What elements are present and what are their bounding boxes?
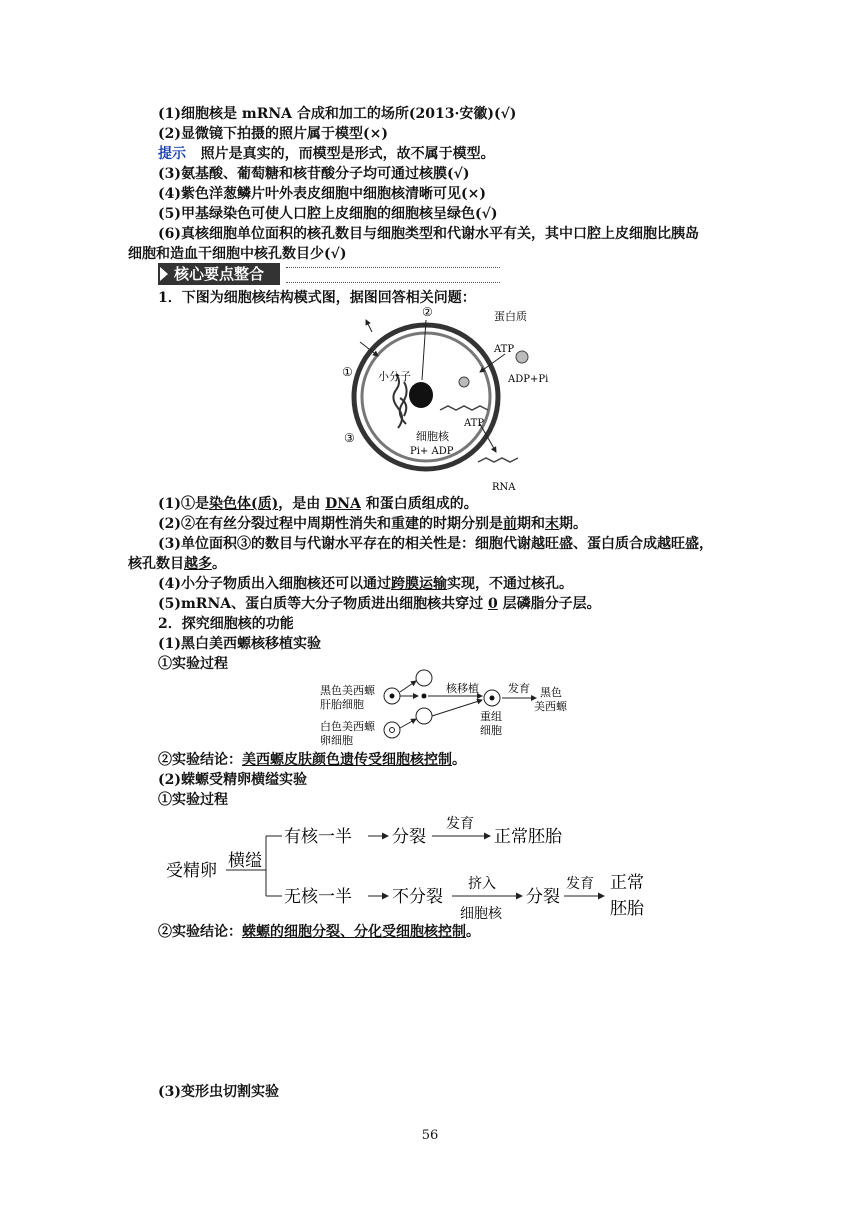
svg-text:RNA: RNA xyxy=(492,482,516,493)
experiment-1-title: (1)黑白美西螈核移植实验 xyxy=(158,636,321,652)
svg-text:重组: 重组 xyxy=(480,710,502,723)
review-item-4: (4)紫色洋葱鳞片叶外表皮细胞中细胞核清晰可见(×) xyxy=(158,186,486,202)
svg-text:发育: 发育 xyxy=(508,682,530,695)
svg-text:正常: 正常 xyxy=(610,873,644,893)
svg-text:卵细胞: 卵细胞 xyxy=(320,734,353,747)
nucleus-diagram xyxy=(330,302,570,494)
review-item-6: (6)真核细胞单位面积的核孔数目与细胞类型和代谢水平有关，其中口腔上皮细胞比胰岛 xyxy=(158,226,699,242)
svg-text:分裂: 分裂 xyxy=(392,827,426,847)
svg-text:受精卵: 受精卵 xyxy=(166,861,217,881)
svg-text:胚胎: 胚胎 xyxy=(610,899,644,919)
svg-text:正常胚胎: 正常胚胎 xyxy=(494,827,562,847)
experiment-2-title: (2)蝾螈受精卵横缢实验 xyxy=(158,772,307,788)
rna-strand-inner xyxy=(440,406,488,410)
svg-text:细胞核: 细胞核 xyxy=(460,906,502,922)
answer-3-cont: 核孔数目越多。 xyxy=(128,556,226,572)
review-item-5: (5)甲基绿染色可使人口腔上皮细胞的细胞核呈绿色(√) xyxy=(158,206,498,222)
svg-text:ATP: ATP xyxy=(494,344,515,355)
svg-text:黑色美西螈: 黑色美西螈 xyxy=(320,684,375,697)
rna-strand-outer xyxy=(478,458,518,462)
answer-3: (3)单位面积③的数目与代谢水平存在的相关性是：细胞代谢越旺盛、蛋白质合成越旺盛， xyxy=(158,536,713,552)
answer-5: (5)mRNA、蛋白质等大分子物质进出细胞核共穿过 0 层磷脂分子层。 xyxy=(158,596,601,612)
review-item-2: (2)显微镜下拍摄的照片属于模型(×) xyxy=(158,126,388,142)
svg-text:横缢: 横缢 xyxy=(228,851,262,871)
chevron-right-icon xyxy=(160,267,168,281)
experiment-3-title: (3)变形虫切割实验 xyxy=(158,1084,279,1100)
page-number: 56 xyxy=(421,1128,439,1143)
svg-text:核移植: 核移植 xyxy=(446,682,479,695)
nucleolus xyxy=(409,382,433,408)
protein-blob xyxy=(516,351,528,363)
banner-dots xyxy=(286,267,500,283)
svg-text:ADP+Pi: ADP+Pi xyxy=(508,374,549,385)
experiment-2-process: ①实验过程 xyxy=(158,792,228,808)
svg-text:无核一半: 无核一半 xyxy=(284,887,352,907)
experiment-1-process: ①实验过程 xyxy=(158,656,228,672)
svg-text:白色美西螈: 白色美西螈 xyxy=(320,720,375,733)
svg-text:细胞: 细胞 xyxy=(480,724,502,737)
answer-2: (2)②在有丝分裂过程中周期性消失和重建的时期分别是前期和末期。 xyxy=(158,516,587,532)
review-item-6-cont: 细胞和造血干细胞中核孔数目少(√) xyxy=(128,246,347,262)
svg-text:②: ② xyxy=(422,305,433,319)
svg-text:细胞核: 细胞核 xyxy=(416,430,449,443)
question-1-intro: 1．下图为细胞核结构模式图，据图回答相关问题： xyxy=(158,290,476,306)
review-item-3: (3)氨基酸、葡萄糖和核苷酸分子均可通过核膜(√) xyxy=(158,166,470,182)
svg-text:蛋白质: 蛋白质 xyxy=(494,310,527,323)
svg-text:挤入: 挤入 xyxy=(468,876,496,892)
review-tip: 提示 照片是真实的，而模型是形式，故不属于模型。 xyxy=(158,146,495,162)
review-item-1: (1)细胞核是 mRNA 合成和加工的场所(2013·安徽)(√) xyxy=(158,106,517,122)
svg-text:小分子: 小分子 xyxy=(378,370,411,383)
svg-text:有核一半: 有核一半 xyxy=(284,827,352,847)
svg-text:肝胎细胞: 肝胎细胞 xyxy=(320,698,364,711)
experiment-1-conclusion: ②实验结论：美西螈皮肤颜色遗传受细胞核控制。 xyxy=(158,752,466,768)
banner-label: 核心要点整合 xyxy=(158,263,280,285)
svg-text:黑色: 黑色 xyxy=(540,686,562,699)
svg-text:美西螈: 美西螈 xyxy=(534,700,567,713)
svg-text:分裂: 分裂 xyxy=(526,887,560,907)
protein-blob-inner xyxy=(459,377,469,387)
answer-1: (1)①是染色体(质)，是由 DNA 和蛋白质组成的。 xyxy=(158,496,478,512)
svg-text:①: ① xyxy=(342,365,353,379)
transplant-diagram xyxy=(318,668,580,750)
svg-text:③: ③ xyxy=(344,431,355,445)
svg-text:发育: 发育 xyxy=(446,816,474,832)
svg-text:Pi+ ADP: Pi+ ADP xyxy=(410,446,454,457)
question-2-title: 2．探究细胞核的功能 xyxy=(158,616,294,632)
svg-text:发育: 发育 xyxy=(566,876,594,892)
constriction-diagram xyxy=(160,814,680,922)
experiment-2-conclusion: ②实验结论：蝾螈的细胞分裂、分化受细胞核控制。 xyxy=(158,924,480,940)
svg-text:不分裂: 不分裂 xyxy=(392,887,443,907)
svg-text:ATP: ATP xyxy=(464,418,485,429)
section-banner xyxy=(158,263,500,285)
answer-4: (4)小分子物质出入细胞核还可以通过跨膜运输实现，不通过核孔。 xyxy=(158,576,573,592)
